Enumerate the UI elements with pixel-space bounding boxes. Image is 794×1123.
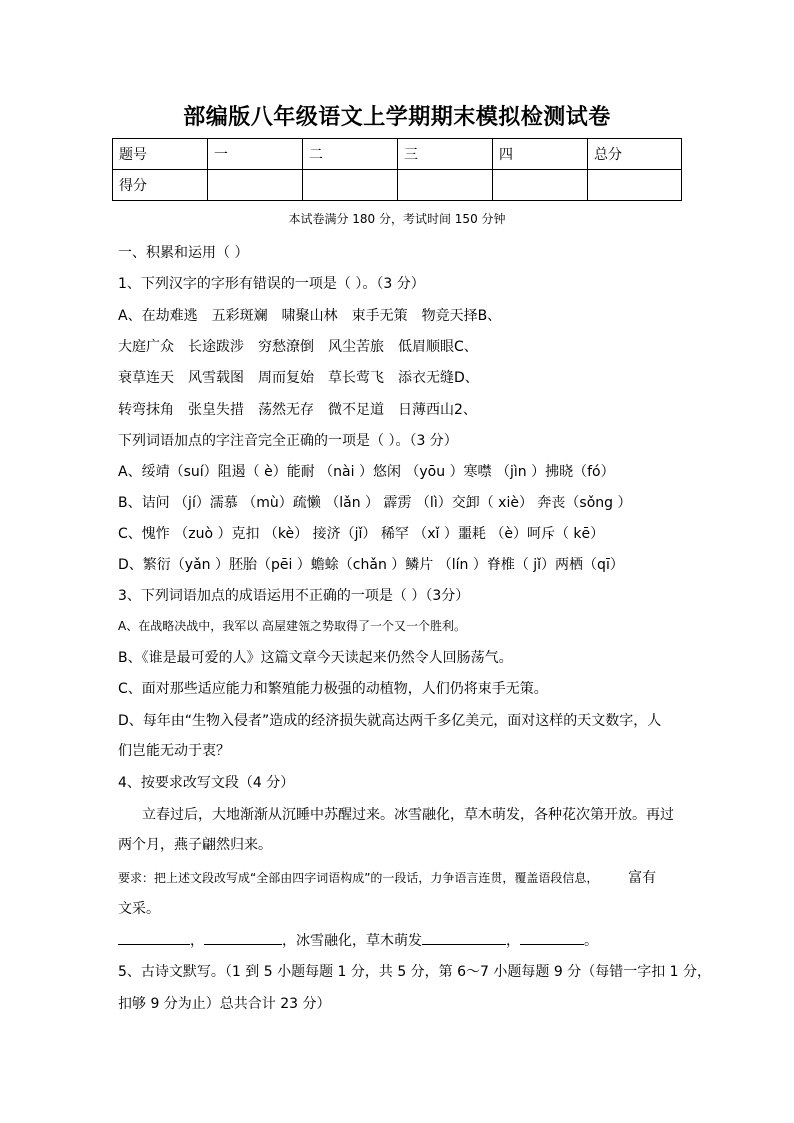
table-row [113, 139, 682, 170]
option-line: D、每年由“生物入侵者”造成的经济损失就高达两千多亿美元，面对这样的天文数字，人 [118, 713, 662, 729]
score-cell[interactable] [208, 170, 303, 201]
option-line: C、面对那些适应能力和繁殖能力极强的动植物，人们仍将束手无策。 [118, 681, 548, 697]
requirement-line: 文采。 [118, 901, 160, 917]
score-table [112, 138, 682, 201]
score-cell[interactable] [493, 170, 588, 201]
passage-line: 立春过后，大地渐渐从沉睡中苏醒过来。冰雪融化，草木萌发，各种花次第开放。再过 [142, 807, 674, 823]
table-cell: 三 [398, 139, 493, 170]
passage-line: 两个月，燕子翩然归来。 [118, 837, 272, 853]
option-line: 转弯抹角 张皇失措 荡然无存 微不足道 日薄西山2、 [118, 402, 477, 418]
option-line: B、《谁是最可爱的人》这篇文章今天读起来仍然令人回肠荡气。 [118, 650, 513, 666]
option-line: C、愧怍 （zuò ）克扣 （kè） 接济（jǐ） 稀罕 （xǐ ）噩耗 （è）呵斥（ kē） [118, 526, 605, 542]
option-line: 们岂能无动于衷？ [118, 743, 230, 759]
score-cell[interactable] [398, 170, 493, 201]
table-cell: 四 [493, 139, 588, 170]
option-line: B、诘问 （jí）濡慕 （mù）疏懒 （lǎn ） 霹雳 （lì）交卸（ xiè） 奔丧（sǒng ） [118, 495, 632, 511]
option-line: A、在战略决战中，我军以 高屋建瓴之势取得了一个又一个胜利。 [118, 619, 467, 633]
question-stem: 5、古诗文默写。（1 到 5 小题每题 1 分，共 5 分，第 6～7 小题每题 9 分（每错一字扣 1 分， [118, 964, 712, 980]
punct: ， [506, 933, 520, 949]
score-cell[interactable] [588, 170, 682, 201]
table-cell: 题号 [113, 139, 208, 170]
answer-blank[interactable] [422, 930, 506, 945]
option-line: 大庭广众 长途跋涉 穷愁潦倒 风尘苦旅 低眉顺眼C、 [118, 339, 478, 355]
score-cell[interactable] [303, 170, 398, 201]
question-stem: 3、下列词语加点的成语运用不正确的一项是（ ）（3分） [118, 588, 470, 604]
question-stem: 扣够 9 分为止）总共合计 23 分） [118, 996, 331, 1012]
requirement-text: 要求：把上述文段改写成“全部由四字词语构成”的一段话，力争语言连贯，覆盖语段信息， [118, 871, 599, 885]
table-cell: 二 [303, 139, 398, 170]
question-stem: 1、下列汉字的字形有错误的一项是（ ）。（3 分） [118, 276, 425, 292]
section-heading: 一、积累和运用（ ） [118, 245, 249, 261]
question-stem: 下列词语加点的字注音完全正确的一项是（ ）。（3 分） [118, 433, 458, 449]
punct: ， [190, 933, 204, 949]
answer-text: ，冰雪融化，草木萌发 [282, 933, 422, 949]
option-line: D、繁衍（yǎn ）胚胎（pēi ）蟾蜍（chǎn ）鳞片 （lín ）脊椎（ jǐ）两栖（qī） [118, 557, 624, 573]
question-stem: 4、按要求改写文段（4 分） [118, 775, 295, 791]
answer-blank[interactable] [204, 930, 282, 945]
table-cell: 总分 [588, 139, 682, 170]
table-cell: 一 [208, 139, 303, 170]
answer-blank[interactable] [520, 930, 584, 945]
option-line: A、在劫难逃 五彩斑斓 啸聚山林 束手无策 物竞天择B、 [118, 308, 502, 324]
requirement-text: 富有 [628, 870, 657, 886]
punct: 。 [584, 933, 598, 949]
requirement-line [118, 867, 683, 887]
answer-line [118, 930, 683, 950]
page-title: 部编版八年级语文上学期期末模拟检测试卷 [183, 105, 611, 130]
option-line: A、绥靖（suí）阻遏（ è）能耐 （nài ）悠闲 （yōu ）寒噤 （jìn ）拂晓（fó） [118, 464, 615, 480]
table-cell: 得分 [113, 170, 208, 201]
table-row [113, 170, 682, 201]
option-line: 衰草连天 风雪载图 周而复始 草长莺飞 添衣无缝D、 [118, 370, 479, 386]
exam-info: 本试卷满分 180 分，考试时间 150 分钟 [288, 212, 506, 226]
answer-blank[interactable] [118, 930, 190, 945]
